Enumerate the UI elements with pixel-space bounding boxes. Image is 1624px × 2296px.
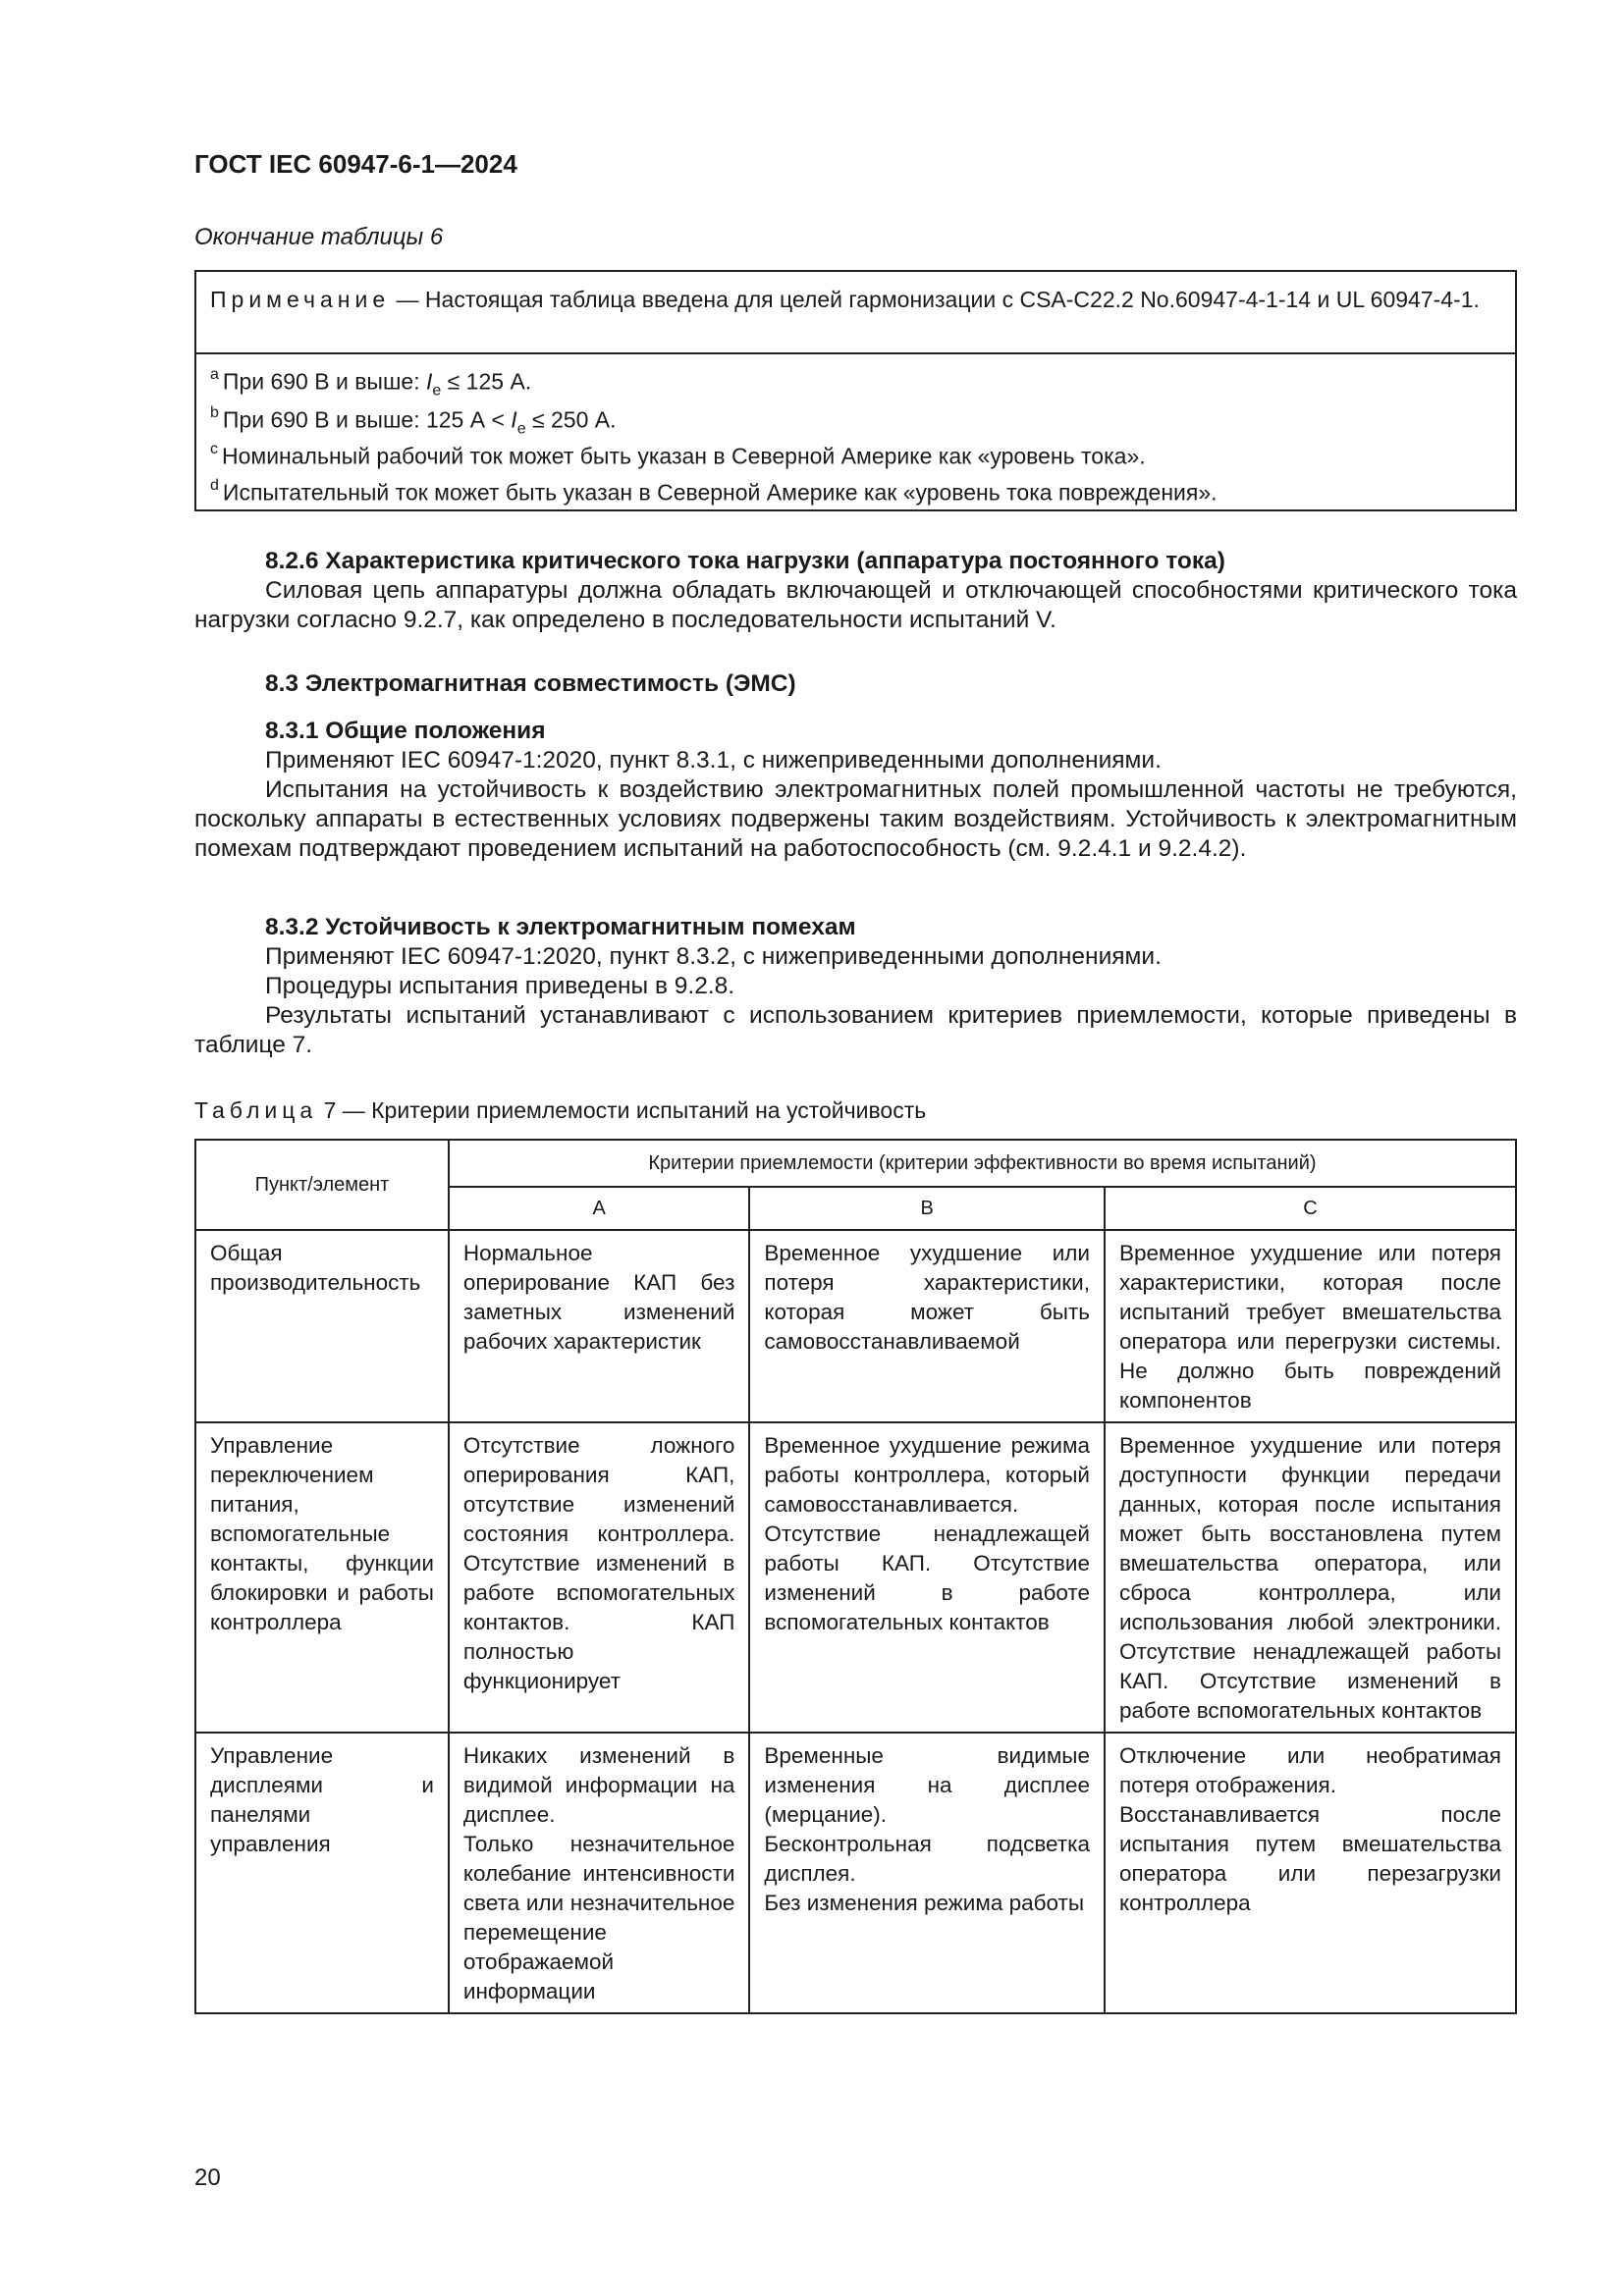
section-8-3-2-title: 8.3.2 Устойчивость к электромагнитным помехам [265,914,856,940]
row3-a: Никаких изменений в видимой информации на дисплее. Только незначительное колебание интенсивности света или незначительное перемещение отображаемой информации [449,1733,749,2013]
row2-a: Отсутствие ложного оперирования КАП, отсутствие изменений состояния контроллера. Отсутствие изменений в работе вспомогательных контактов. КАП полностью функционирует [449,1422,749,1733]
note [210,284,1501,315]
section-8-2-6-title: 8.2.6 Характеристика критического тока нагрузки (аппаратура постоянного тока) [265,548,1225,574]
section-8-3-2-p1: Применяют IEC 60947-1:2020, пункт 8.3.2, с нижеприведенными дополнениями. [265,943,1162,970]
note-text: — Настоящая таблица введена для целей гармонизации с CSA-C22.2 No.60947-4-1-14 и UL 60947-4-1. [390,287,1480,312]
section-8-3-1-title: 8.3.1 Общие положения [265,718,546,744]
page-number: 20 [194,2164,221,2191]
table-row [195,1733,1516,2013]
col-item-header: Пункт/элемент [195,1140,449,1230]
section-8-3-1 [194,717,1517,864]
section-8-3-2-p2: Процедуры испытания приведены в 9.2.8. [265,973,735,999]
section-8-3-2 [194,913,1517,1060]
table-continuation-label: Окончание таблицы 6 [194,224,444,250]
row3-item: Управление дисплеями и панелями управления [195,1733,449,2013]
footnote-c: $^c$ Номинальный рабочий ток может быть указан в Северной Америке как «уровень тока». [210,441,1146,469]
document-header: ГОСТ IEC 60947-6-1—2024 [194,149,517,179]
footnote-d: $^d$ Испытательный ток может быть указан в Северной Америке как «уровень тока повреждения». [210,477,1218,506]
row1-c: Временное ухудшение или потеря характеристики, которая после испытаний требует вмешательства оператора или перегрузки системы. Не должно быть повреждений компонентов [1105,1230,1516,1422]
col-b-header: B [749,1187,1105,1230]
section-8-2-6 [194,547,1517,635]
row1-item: Общая производительность [195,1230,449,1422]
table7-caption: Таблица 7 — Критерии приемлемости испытаний на устойчивость [194,1097,927,1123]
notes-divider [196,352,1515,354]
row2-c: Временное ухудшение или потеря доступности функции передачи данных, которая после испытания может быть восстановлена путем вмешательства оператора, или сброса контроллера, или использования любой электроники. Отсутствие ненадлежащей работы КАП. Отсутствие изменений в работе вспомогательных контактов [1105,1422,1516,1733]
section-8-3-1-p1: Применяют IEC 60947-1:2020, пункт 8.3.1, с нижеприведенными дополнениями. [265,747,1162,774]
section-8-3-2-p3: Результаты испытаний устанавливают с использованием критериев приемлемости, которые приведены в таблице 7. [194,1002,1517,1058]
row3-c: Отключение или необратимая потеря отображения. Восстанавливается после испытания путем вмешательства оператора или перезагрузки контроллера [1105,1733,1516,2013]
section-8-2-6-text: Силовая цепь аппаратуры должна обладать включающей и отключающей способностями критического тока нагрузки согласно 9.2.7, как определено в последовательности испытаний V. [194,577,1517,633]
row3-b: Временные видимые изменения на дисплее (мерцание). Бесконтрольная подсветка дисплея. Без изменения режима работы [749,1733,1105,2013]
col-group-header: Критерии приемлемости (критерии эффективности во время испытаний) [449,1140,1516,1187]
col-a-header: A [449,1187,749,1230]
table6-notes [194,270,1517,511]
footnote-a: $^a$ При 690 В и выше: $I_e \le 125$ А. [210,366,532,400]
row1-a: Нормальное оперирование КАП без заметных изменений рабочих характеристик [449,1230,749,1422]
section-8-3-1-p2: Испытания на устойчивость к воздействию электромагнитных полей промышленной частоты не требуются, поскольку аппараты в естественных условиях подвержены таким воздействиям. Устойчивость к электромагнитным помехам подтверждают проведением испытаний на работоспособность (см. 9.2.4.1 и 9.2.4.2). [194,776,1517,862]
col-c-header: C [1105,1187,1516,1230]
table-row [195,1230,1516,1422]
note-label: Примечание [210,287,391,312]
row1-b: Временное ухудшение или потеря характеристики, которая может быть самовосстанавливаемой [749,1230,1105,1422]
section-8-3 [194,669,1517,699]
table7 [194,1139,1517,2014]
row2-b: Временное ухудшение режима работы контроллера, который самовосстанавливается. Отсутствие ненадлежащей работы КАП. Отсутствие изменений в работе вспомогательных контактов [749,1422,1105,1733]
row2-item: Управление переключением питания, вспомогательные контакты, функции блокировки и работы контроллера [195,1422,449,1733]
footnote-b: $^b$ При 690 В и выше: 125 $А < I_e \le 250$ А. [210,404,617,438]
table-row [195,1422,1516,1733]
section-8-3-title: 8.3 Электромагнитная совместимость (ЭМС) [265,670,796,697]
